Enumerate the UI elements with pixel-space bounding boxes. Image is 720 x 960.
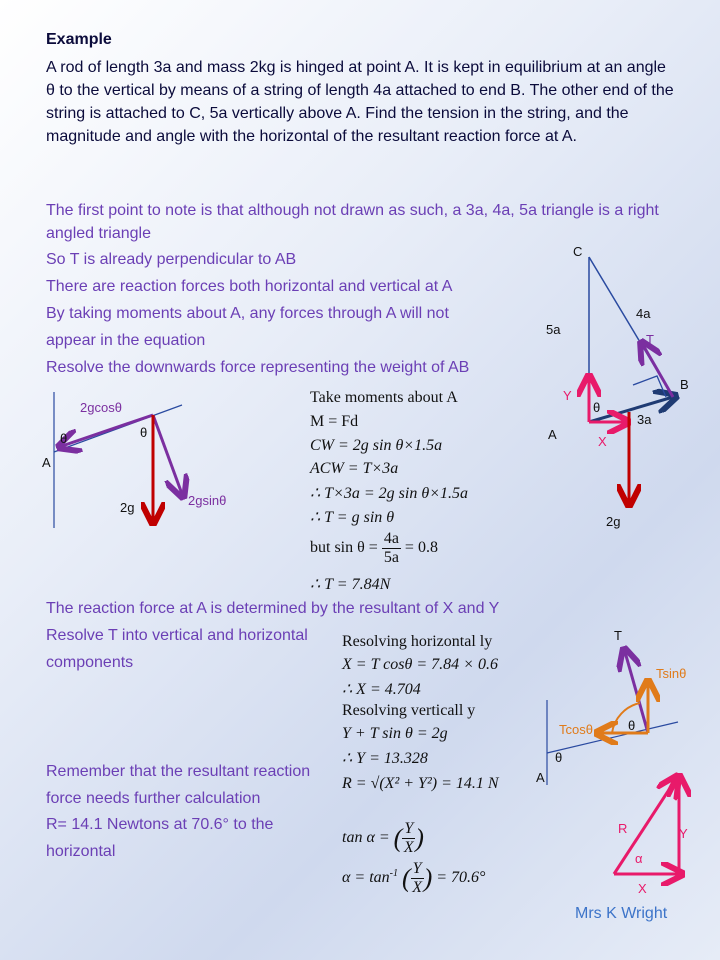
label-c: C: [573, 244, 583, 259]
moments-line-5: ∴ T×3a = 2g sin θ×1.5a: [310, 485, 468, 502]
note-4: By taking moments about A, any forces through A will not: [46, 305, 449, 322]
tan-alpha-eq: tan α = ( $\frac{Y}{X}$ ): [342, 820, 424, 856]
moments-line-3: CW = 2g sin θ×1.5a: [310, 437, 443, 454]
label-t-1: T: [646, 332, 654, 347]
tan-denominator: X: [403, 839, 414, 856]
resultant-eq: R = √(X² + Y²) = 14.1 N: [342, 775, 499, 792]
label-alpha: α: [635, 851, 643, 866]
label-theta-1: θ: [60, 431, 68, 446]
label-theta-5: θ: [555, 750, 563, 765]
label-2gcos: 2gcosθ: [80, 400, 122, 415]
label-2gsin: 2gsinθ: [188, 493, 227, 508]
tension-arrow: [643, 345, 673, 397]
rod-string-figure: [589, 257, 673, 502]
heading: Example: [46, 31, 112, 48]
moments-line-8: ∴ T = 7.84N: [310, 576, 391, 593]
note-1: The first point to note is that although not drawn as such, a 3a, 4a, 5a triangle is a right angled triangle: [46, 202, 659, 242]
label-t-2: T: [614, 628, 622, 643]
label-2g-2: 2g: [606, 514, 621, 529]
tan-numerator: Y: [404, 820, 414, 837]
author-credit: Mrs K Wright: [575, 905, 668, 922]
fraction-numerator: 4a: [383, 530, 399, 547]
label-tsin: Tsinθ: [656, 666, 687, 681]
note-11: force needs further calculation: [46, 790, 261, 807]
inverse-superscript: -1: [389, 867, 398, 879]
alpha-numerator: Y: [412, 860, 422, 877]
label-x-2: X: [638, 881, 647, 896]
resolve-v-eq: Y + T sin θ = 2g: [342, 725, 448, 742]
alpha-value: = 70.6°: [436, 869, 486, 887]
label-y-1: Y: [563, 388, 572, 403]
label-a-2: A: [548, 427, 557, 442]
problem-statement: A rod of length 3a and mass 2kg is hinged at point A. It is kept in equilibrium at an angle θ to the vertical by means of a string of length 4a attached to end B. The other end of the string is attached to C, 5a vertically above A. Find the tension in the string, and the magnitude and angle with the horizontal of the resultant reaction force at A.: [46, 59, 674, 145]
ab-rod: [589, 397, 673, 422]
label-4a: 4a: [636, 306, 651, 321]
note-7: The reaction force at A is determined by the resultant of X and Y: [46, 600, 500, 617]
label-5a: 5a: [546, 322, 561, 337]
note-13: horizontal: [46, 843, 116, 860]
tan-alpha-label: tan α =: [342, 829, 390, 847]
label-x-1: X: [598, 434, 607, 449]
label-theta-3: θ: [593, 400, 601, 415]
alpha-label: α = tan: [342, 869, 390, 887]
label-3a: 3a: [637, 412, 652, 427]
note-12: R= 14.1 Newtons at 70.6° to the: [46, 816, 274, 833]
resolve-h-result: ∴ X = 4.704: [342, 681, 421, 698]
alpha-denominator: X: [412, 879, 422, 896]
label-2g-1: 2g: [120, 500, 135, 515]
resolve-v-title: Resolving verticall y: [342, 702, 476, 719]
alpha-eq: $\alpha = \tan^{-1}$ ( $\frac{Y}{X}$ ) = 70.6°: [342, 860, 486, 896]
2gsin-arrow: [153, 415, 182, 494]
label-r: R: [618, 821, 628, 836]
label-theta-2: θ: [140, 425, 148, 440]
label-theta-4: θ: [628, 718, 636, 733]
label-a-3: A: [536, 770, 545, 785]
sin-theta-label: but sin θ =: [310, 539, 378, 557]
label-b: B: [680, 377, 689, 392]
sin-theta-value: = 0.8: [404, 539, 438, 557]
note-3: There are reaction forces both horizontal and vertical at A: [46, 278, 453, 295]
moments-line-6: ∴ T = g sin θ: [310, 509, 395, 526]
resolve-v-result: ∴ Y = 13.328: [342, 750, 428, 767]
resolve-h-title: Resolving horizontal ly: [342, 633, 493, 650]
label-tcos: Tcosθ: [559, 722, 593, 737]
label-a-1: A: [42, 455, 51, 470]
moments-line-2: M = Fd: [310, 413, 359, 430]
note-2: So T is already perpendicular to AB: [46, 251, 297, 268]
note-10: Remember that the resultant reaction: [46, 763, 311, 780]
moments-line-4: ACW = T×3a: [310, 460, 399, 477]
fraction-denominator: 5a: [383, 549, 399, 566]
label-y-2: Y: [679, 826, 688, 841]
note-5: appear in the equation: [46, 332, 206, 349]
angle-arc: [612, 703, 640, 733]
note-8: Resolve T into vertical and horizontal: [46, 627, 308, 644]
note-9: components: [46, 654, 134, 671]
resolve-h-eq: X = T cosθ = 7.84 × 0.6: [342, 656, 498, 673]
moments-line-1: Take moments about A: [310, 389, 458, 406]
note-6: Resolve the downwards force representing the weight of AB: [46, 359, 470, 376]
